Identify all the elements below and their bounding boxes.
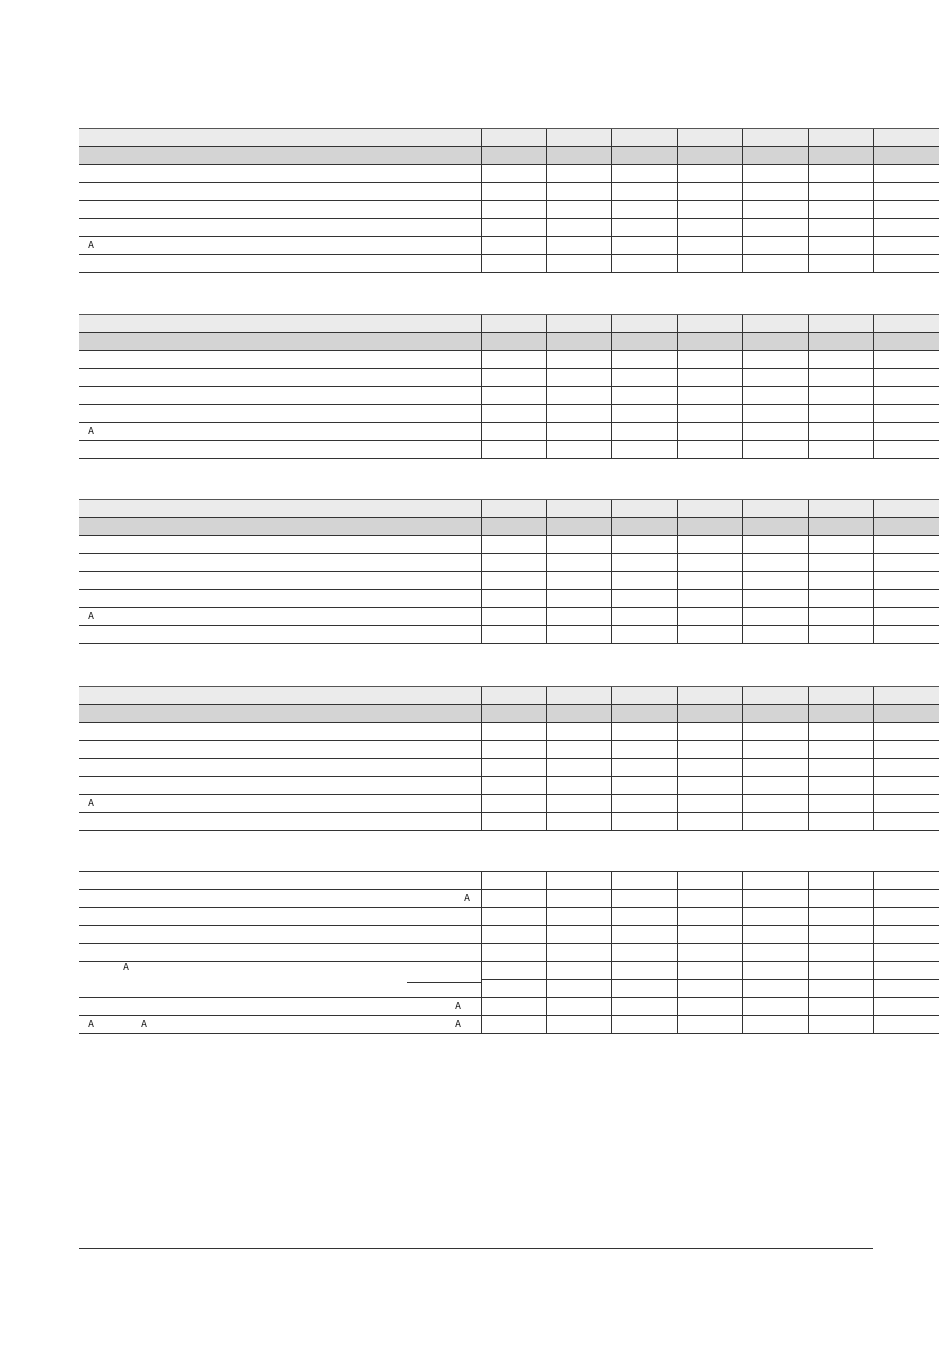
- table-1: [79, 128, 939, 273]
- row-mark: A: [455, 1001, 462, 1012]
- row-mark: A: [88, 1019, 95, 1030]
- table-5: [79, 871, 939, 1034]
- table-subheader-row: [79, 518, 939, 536]
- table-row: [79, 183, 939, 201]
- row-mark: A: [141, 1019, 148, 1030]
- table-row: [79, 441, 939, 459]
- table-2: [79, 314, 939, 459]
- table-row: [79, 369, 939, 387]
- footer-rule: [79, 1248, 873, 1249]
- row-mark: A: [88, 426, 95, 437]
- table-row: [79, 926, 939, 944]
- table-header-row: [79, 315, 939, 333]
- table-row: [79, 201, 939, 219]
- table-row: [79, 980, 939, 998]
- table-row: [79, 890, 939, 908]
- row-mark: A: [123, 962, 130, 973]
- table-row: [79, 237, 939, 255]
- table-row: [79, 255, 939, 273]
- table-row: [79, 998, 939, 1016]
- table-row: [79, 759, 939, 777]
- table-row: [79, 554, 939, 572]
- row-mark: A: [455, 1019, 462, 1030]
- table-row: [79, 351, 939, 369]
- table-header-row: [79, 687, 939, 705]
- table-row: [79, 387, 939, 405]
- row-mark: A: [88, 240, 95, 251]
- table-row: [79, 777, 939, 795]
- row-mark: A: [88, 611, 95, 622]
- table-row: [79, 572, 939, 590]
- table-3: [79, 499, 939, 644]
- partial-rule: [407, 982, 481, 983]
- table-row: [79, 219, 939, 237]
- table-row: [79, 908, 939, 926]
- table-row: [79, 405, 939, 423]
- table-subheader-row: [79, 333, 939, 351]
- table-row: [79, 723, 939, 741]
- table-row: [79, 590, 939, 608]
- table-row: [79, 944, 939, 962]
- table-row: [79, 795, 939, 813]
- table-row: [79, 165, 939, 183]
- table-row: [79, 813, 939, 831]
- table-header-row: [79, 500, 939, 518]
- table-4: [79, 686, 939, 831]
- table-header-row: [79, 129, 939, 147]
- row-mark: A: [88, 798, 95, 809]
- table-row: [79, 608, 939, 626]
- table-subheader-row: [79, 705, 939, 723]
- row-mark: A: [464, 893, 471, 904]
- table-row: [79, 423, 939, 441]
- table-row: [79, 536, 939, 554]
- table-row: [79, 1016, 939, 1034]
- table-row: [79, 962, 939, 980]
- table-row: [79, 872, 939, 890]
- table-row: [79, 626, 939, 644]
- table-row: [79, 741, 939, 759]
- table-subheader-row: [79, 147, 939, 165]
